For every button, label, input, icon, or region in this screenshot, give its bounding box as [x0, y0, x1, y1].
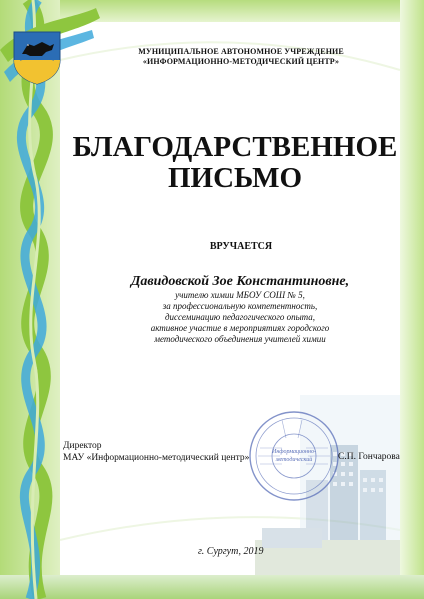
- reason-line: активное участие в мероприятиях городского: [150, 323, 330, 333]
- city-and-year: г. Сургут, 2019: [198, 546, 264, 557]
- reason-line: за профессиональную компетентность,: [162, 301, 318, 311]
- organization-line-1: МУНИЦИПАЛЬНОЕ АВТОНОМНОЕ УЧРЕЖДЕНИЕ: [138, 47, 344, 56]
- signatory-name: С.П. Гончарова: [338, 452, 400, 462]
- recipient-name: Давидовской Зое Константиновне,: [130, 274, 350, 289]
- awarded-label: ВРУЧАЕТСЯ: [209, 241, 273, 252]
- reason-line: диссеминацию педагогического опыта,: [164, 312, 316, 322]
- signatory-title: Директор: [63, 441, 102, 451]
- title-line-2: ПИСЬМО: [168, 162, 302, 194]
- document-title: [60, 132, 410, 194]
- city-coat-of-arms-icon: [12, 30, 62, 85]
- title-line-1: БЛАГОДАРСТВЕННОЕ: [72, 131, 398, 163]
- official-stamp: [246, 408, 342, 504]
- signatory-organization: МАУ «Информационно-методический центр»: [63, 453, 250, 463]
- stamp-text-line-1: Информационно-: [272, 449, 316, 455]
- organization-header: [110, 47, 372, 67]
- award-reason: [90, 290, 390, 345]
- stamp-text-line-2: методический: [275, 457, 313, 463]
- reason-line: учителю химии МБОУ СОШ № 5,: [175, 290, 305, 300]
- signatory-position: [63, 440, 249, 464]
- organization-line-2: «ИНФОРМАЦИОННО-МЕТОДИЧЕСКИЙ ЦЕНТР»: [142, 57, 340, 66]
- reason-line: методического объединения учителей химии: [154, 334, 326, 344]
